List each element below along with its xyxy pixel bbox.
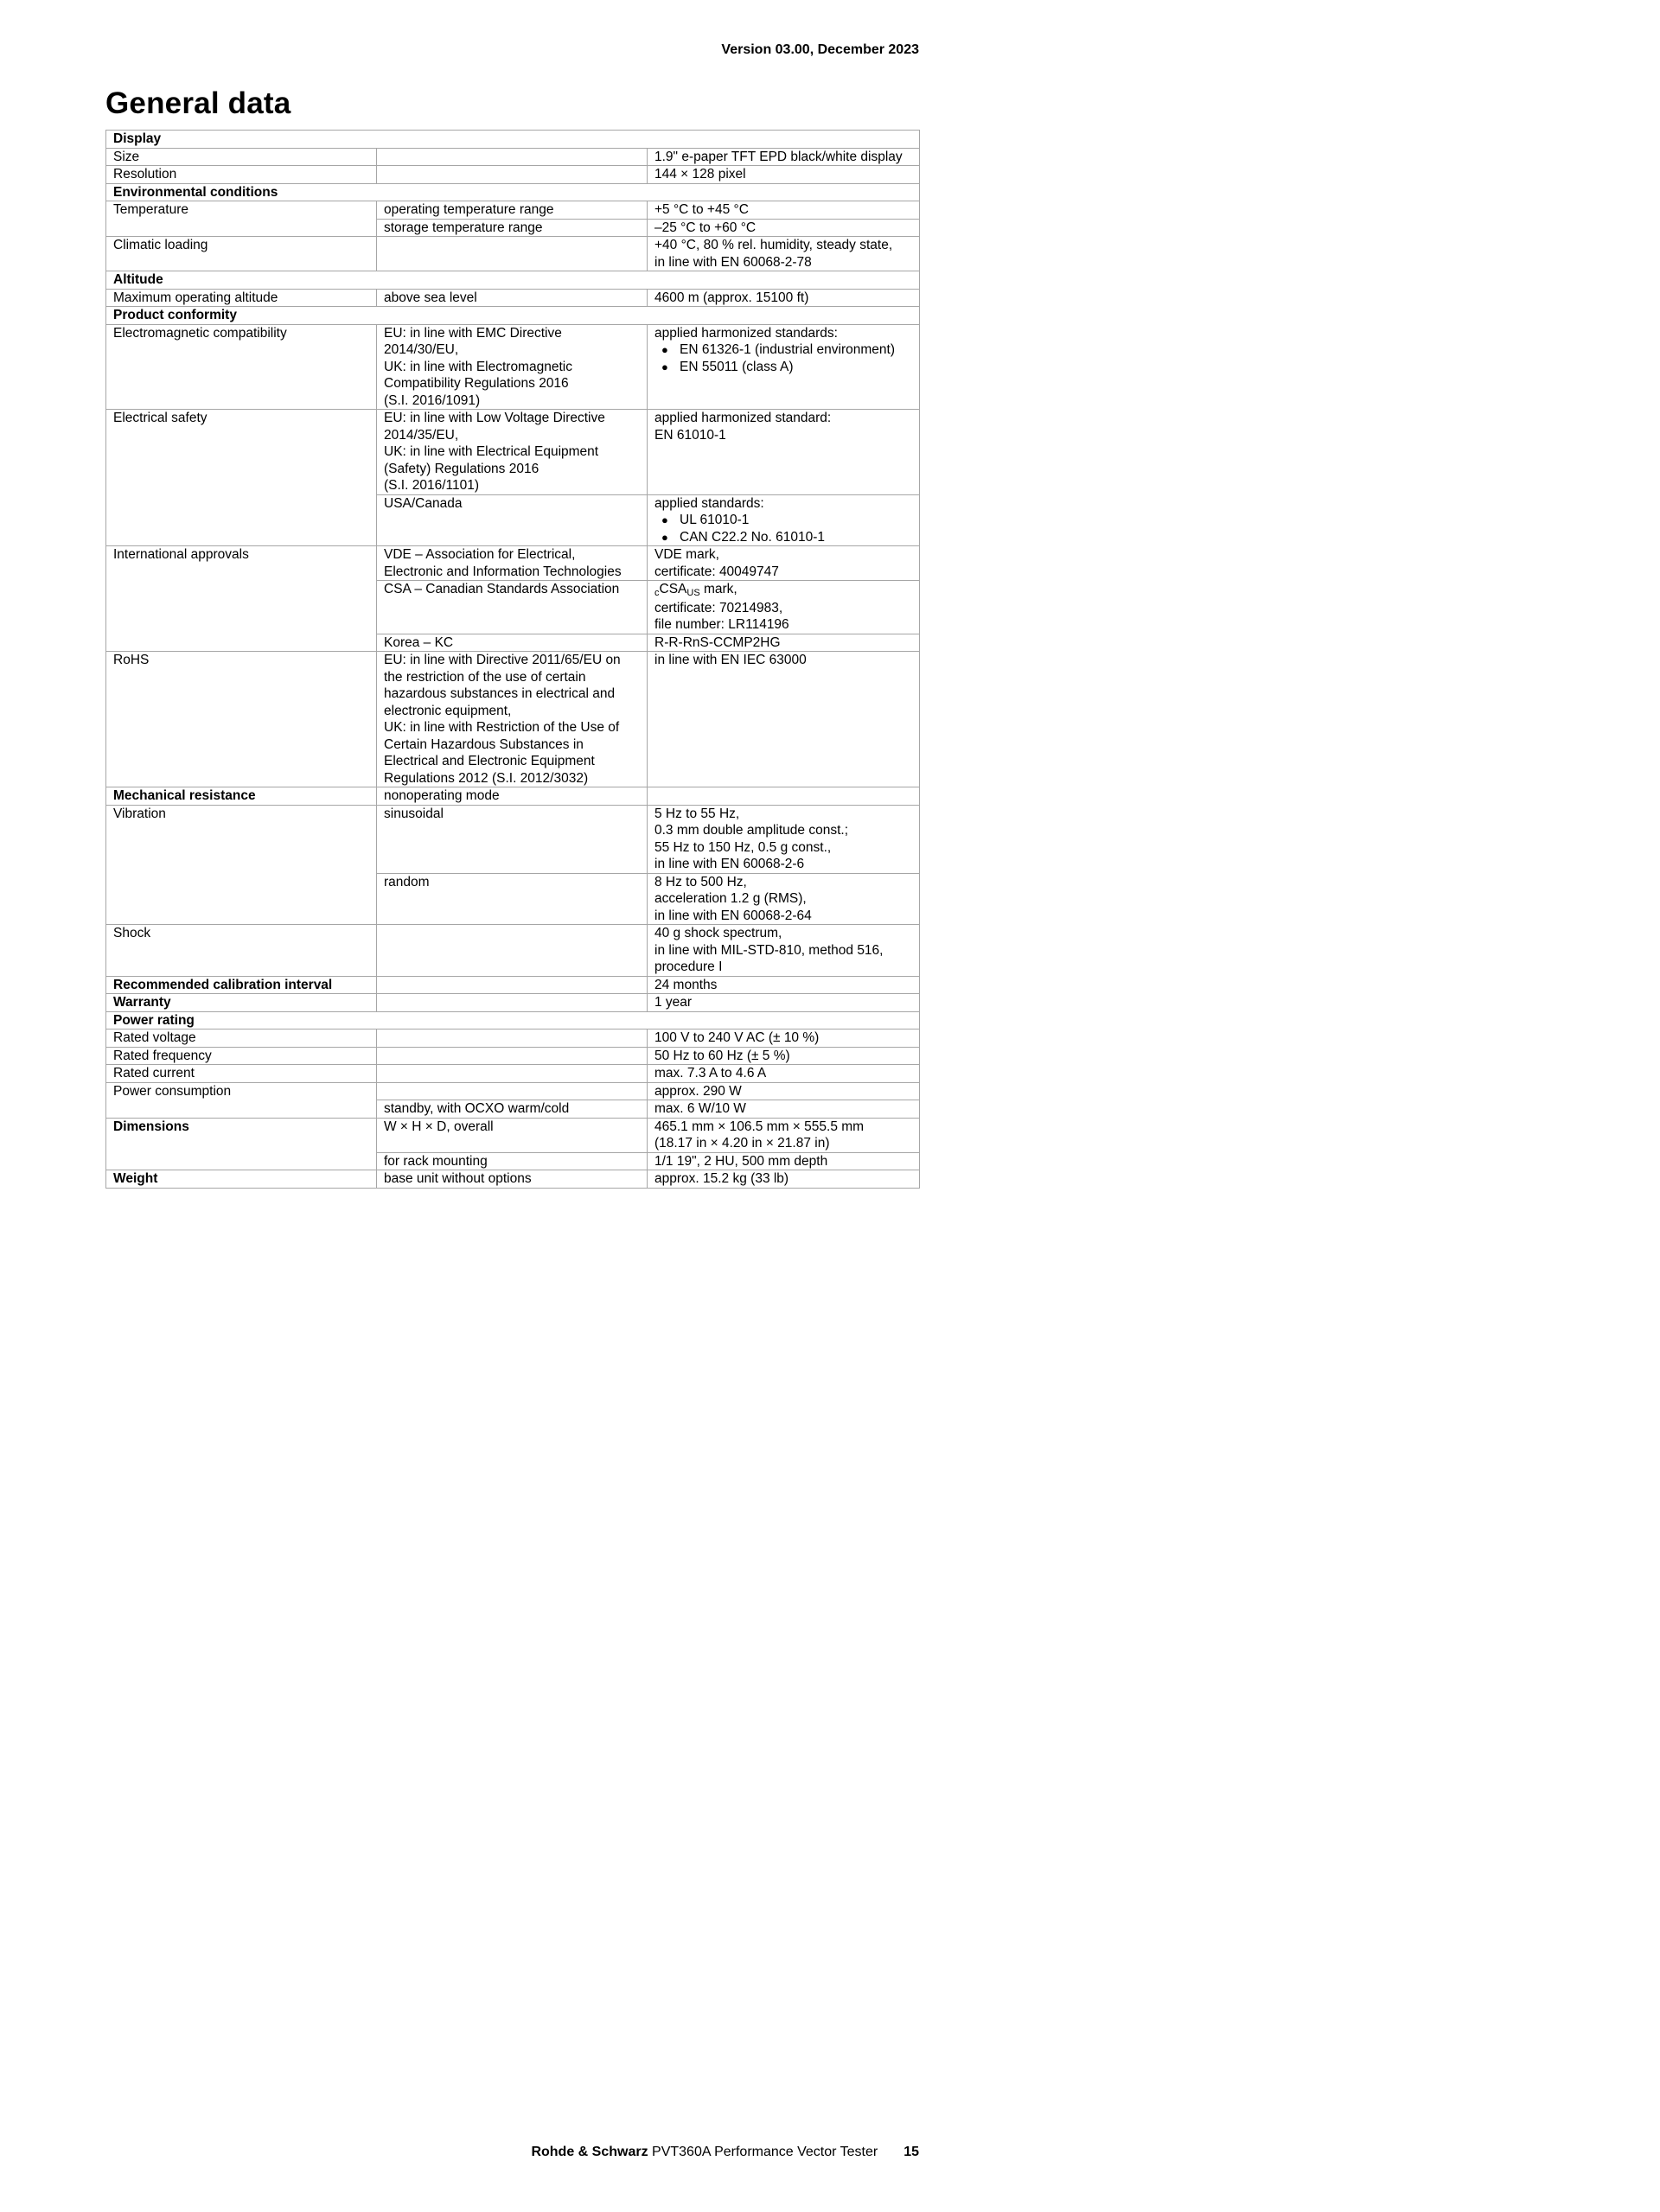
- bullet-icon: ●: [661, 530, 668, 544]
- inline-text: mark,: [699, 582, 737, 596]
- cell-line: storage temperature range: [384, 220, 543, 235]
- bullet-icon: ●: [661, 343, 668, 356]
- cell-line: 100 V to 240 V AC (± 10 %): [654, 1030, 820, 1045]
- table-row: [106, 1118, 920, 1152]
- spec-condition-cell: [377, 1100, 648, 1119]
- cell-line: [384, 1048, 640, 1065]
- cell-line: standby, with OCXO warm/cold: [384, 1101, 570, 1116]
- bullet-icon: ●: [661, 513, 668, 526]
- cell-line: W × H × D, overall: [384, 1119, 494, 1134]
- table-row: [106, 148, 920, 166]
- spec-value-cell: [648, 219, 920, 237]
- cell-line: Compatibility Regulations 2016: [384, 376, 569, 391]
- table-row: [106, 1082, 920, 1100]
- cell-line: [654, 512, 912, 529]
- cell-line: RoHS: [113, 653, 150, 667]
- spec-label-cell: [106, 1082, 377, 1118]
- section-header-cell: Environmental conditions: [106, 183, 920, 201]
- cell-line: in line with EN IEC 63000: [654, 653, 807, 667]
- table-row: [106, 546, 920, 581]
- spec-label-cell: [106, 166, 377, 184]
- cell-line: [384, 1030, 640, 1047]
- cell-line: [654, 581, 912, 600]
- cell-line: base unit without options: [384, 1171, 532, 1186]
- cell-line: Electromagnetic compatibility: [113, 325, 287, 341]
- cell-line: approx. 290 W: [654, 1083, 742, 1099]
- footer-brand: Rohde & Schwarz: [531, 2145, 648, 2159]
- cell-line: (18.17 in × 4.20 in × 21.87 in): [654, 1136, 830, 1151]
- cell-line: electronic equipment,: [384, 703, 512, 718]
- spec-condition-cell: [377, 494, 648, 546]
- cell-line: in line with MIL-STD-810, method 516,: [654, 942, 884, 958]
- spec-label-cell: [106, 976, 377, 994]
- cell-line: above sea level: [384, 290, 477, 305]
- spec-condition-cell: [377, 1030, 648, 1048]
- cell-line: Rated voltage: [113, 1030, 196, 1045]
- cell-line: Size: [113, 149, 140, 164]
- cell-line: 24 months: [654, 977, 718, 992]
- spec-value-cell: [648, 546, 920, 581]
- spec-value-cell: [648, 634, 920, 652]
- cell-line: UK: in line with Restriction of the Use of: [384, 720, 620, 735]
- spec-condition-cell: [377, 1065, 648, 1083]
- spec-value-cell: [648, 1030, 920, 1048]
- spec-condition-cell: [377, 324, 648, 410]
- spec-condition-cell: [377, 546, 648, 581]
- version-line: Version 03.00, December 2023: [721, 42, 919, 57]
- cell-line: in line with EN 60068-2-6: [654, 857, 805, 871]
- cell-line: VDE – Association for Electrical,: [384, 547, 576, 562]
- cell-line: International approvals: [113, 547, 249, 562]
- spec-value-cell: [648, 652, 920, 787]
- cell-line: certificate: 40049747: [654, 564, 779, 579]
- table-row: [106, 976, 920, 994]
- spec-label-cell: [106, 1118, 377, 1170]
- cell-line: –25 °C to +60 °C: [654, 220, 757, 235]
- cell-line: Korea – KC: [384, 634, 454, 650]
- subscript-text: c: [654, 588, 660, 598]
- footer-page-number: 15: [903, 2145, 919, 2159]
- spec-label-cell: [106, 201, 377, 237]
- cell-line: procedure I: [654, 959, 723, 974]
- cell-line: 2014/30/EU,: [384, 342, 459, 357]
- section-header-cell: Display: [106, 131, 920, 149]
- cell-line: (S.I. 2016/1101): [384, 478, 480, 493]
- table-row: [106, 1047, 920, 1065]
- bullet-text: EN 61326-1 (industrial environment): [680, 342, 895, 357]
- cell-line: [654, 787, 912, 805]
- spec-condition-cell: [377, 410, 648, 495]
- cell-line: Resolution: [113, 167, 177, 182]
- cell-line: EU: in line with Low Voltage Directive: [384, 411, 605, 425]
- table-row: [106, 925, 920, 977]
- cell-line: 8 Hz to 500 Hz,: [654, 874, 747, 889]
- cell-line: max. 7.3 A to 4.6 A: [654, 1066, 767, 1081]
- table-row: [106, 410, 920, 495]
- page-content: [105, 0, 919, 1189]
- cell-line: 5 Hz to 55 Hz,: [654, 806, 740, 821]
- cell-line: 4600 m (approx. 15100 ft): [654, 290, 809, 305]
- section-header-cell: Altitude: [106, 271, 920, 290]
- spec-value-cell: [648, 201, 920, 220]
- cell-line: [384, 1083, 640, 1100]
- cell-line: 2014/35/EU,: [384, 427, 459, 443]
- spec-condition-cell: [377, 1082, 648, 1100]
- cell-line: Regulations 2012 (S.I. 2012/3032): [384, 770, 589, 786]
- cell-line: [654, 341, 912, 359]
- spec-condition-cell: [377, 201, 648, 220]
- cell-line: [384, 925, 640, 942]
- cell-line: random: [384, 874, 430, 889]
- page-footer: [105, 2144, 919, 2161]
- spec-label-cell: [106, 925, 377, 977]
- cell-line: in line with EN 60068-2-64: [654, 908, 812, 923]
- spec-condition-cell: [377, 237, 648, 271]
- cell-line: for rack mounting: [384, 1153, 488, 1169]
- spec-condition-cell: [377, 634, 648, 652]
- section-row: [106, 1011, 920, 1030]
- cell-line: EN 61010-1: [654, 427, 726, 443]
- section-row: [106, 307, 920, 325]
- spec-value-cell: [648, 581, 920, 634]
- spec-condition-cell: [377, 805, 648, 873]
- footer-product: PVT360A Performance Vector Tester: [648, 2145, 878, 2159]
- spec-value-cell: [648, 787, 920, 806]
- table-row: [106, 805, 920, 873]
- cell-line: 1 year: [654, 995, 693, 1010]
- cell-line: UK: in line with Electrical Equipment: [384, 444, 599, 459]
- spec-value-cell: [648, 1082, 920, 1100]
- table-row: [106, 1170, 920, 1189]
- cell-line: 50 Hz to 60 Hz (± 5 %): [654, 1048, 790, 1063]
- cell-line: [384, 166, 640, 183]
- cell-line: [384, 994, 640, 1011]
- page-title: General data: [105, 86, 291, 120]
- cell-line: 0.3 mm double amplitude const.;: [654, 823, 849, 838]
- spec-condition-cell: [377, 787, 648, 806]
- spec-table-body: [106, 131, 920, 1189]
- cell-line: file number: LR114196: [654, 617, 789, 632]
- table-row: [106, 201, 920, 220]
- spec-condition-cell: [377, 994, 648, 1012]
- spec-label-cell: [106, 1170, 377, 1189]
- spec-condition-cell: [377, 1152, 648, 1170]
- cell-line: (S.I. 2016/1091): [384, 392, 481, 408]
- spec-condition-cell: [377, 581, 648, 634]
- cell-line: Climatic loading: [113, 238, 208, 252]
- spec-condition-cell: [377, 976, 648, 994]
- table-row: [106, 324, 920, 410]
- spec-label-cell: [106, 324, 377, 410]
- cell-line: Vibration: [113, 806, 166, 821]
- cell-line: certificate: 70214983,: [654, 600, 783, 615]
- spec-value-cell: [648, 1170, 920, 1189]
- cell-line: 144 × 128 pixel: [654, 167, 746, 182]
- spec-value-cell: [648, 1065, 920, 1083]
- section-row: [106, 271, 920, 290]
- cell-line: Warranty: [113, 995, 171, 1010]
- spec-condition-cell: [377, 652, 648, 787]
- spec-label-cell: [106, 1047, 377, 1065]
- cell-line: EU: in line with Directive 2011/65/EU on: [384, 653, 621, 667]
- cell-line: EU: in line with EMC Directive: [384, 325, 562, 341]
- spec-condition-cell: [377, 1047, 648, 1065]
- cell-line: Temperature: [113, 202, 189, 217]
- cell-line: 55 Hz to 150 Hz, 0.5 g const.,: [654, 839, 832, 855]
- cell-line: in line with EN 60068-2-78: [654, 254, 812, 270]
- cell-line: Rated frequency: [113, 1048, 212, 1063]
- cell-line: Electrical and Electronic Equipment: [384, 754, 595, 768]
- bullet-text: UL 61010-1: [680, 513, 750, 527]
- cell-line: nonoperating mode: [384, 788, 500, 803]
- table-row: [106, 166, 920, 184]
- spec-label-cell: [106, 1030, 377, 1048]
- spec-label-cell: [106, 994, 377, 1012]
- cell-line: Certain Hazardous Substances in: [384, 736, 584, 752]
- spec-value-cell: [648, 237, 920, 271]
- spec-label-cell: [106, 410, 377, 546]
- bullet-text: EN 55011 (class A): [680, 359, 794, 374]
- cell-line: 465.1 mm × 106.5 mm × 555.5 mm: [654, 1119, 865, 1134]
- cell-line: 1/1 19", 2 HU, 500 mm depth: [654, 1153, 828, 1169]
- cell-line: [384, 977, 640, 994]
- table-row: [106, 1065, 920, 1083]
- spec-value-cell: [648, 1118, 920, 1152]
- spec-value-cell: [648, 1100, 920, 1119]
- spec-condition-cell: [377, 219, 648, 237]
- spec-value-cell: [648, 289, 920, 307]
- spec-condition-cell: [377, 148, 648, 166]
- spec-label-cell: [106, 148, 377, 166]
- spec-value-cell: [648, 166, 920, 184]
- spec-value-cell: [648, 1152, 920, 1170]
- spec-label-cell: [106, 652, 377, 787]
- table-row: [106, 237, 920, 271]
- spec-condition-cell: [377, 925, 648, 977]
- cell-line: Maximum operating altitude: [113, 290, 278, 305]
- cell-line: operating temperature range: [384, 202, 554, 217]
- cell-line: applied harmonized standards:: [654, 325, 838, 341]
- cell-line: (Safety) Regulations 2016: [384, 461, 540, 476]
- table-row: [106, 289, 920, 307]
- cell-line: [384, 1065, 640, 1082]
- cell-line: hazardous substances in electrical and: [384, 686, 616, 701]
- cell-line: approx. 15.2 kg (33 lb): [654, 1171, 789, 1186]
- spec-label-cell: [106, 805, 377, 925]
- spec-condition-cell: [377, 166, 648, 184]
- cell-line: Weight: [113, 1171, 158, 1186]
- spec-value-cell: [648, 148, 920, 166]
- cell-line: max. 6 W/10 W: [654, 1101, 746, 1116]
- cell-line: Rated current: [113, 1066, 195, 1081]
- section-header-cell: Product conformity: [106, 307, 920, 325]
- spec-value-cell: [648, 494, 920, 546]
- spec-value-cell: [648, 976, 920, 994]
- section-row: [106, 183, 920, 201]
- spec-label-cell: [106, 546, 377, 652]
- bullet-icon: ●: [661, 360, 668, 373]
- table-row: [106, 787, 920, 806]
- spec-label-cell: [106, 237, 377, 271]
- cell-line: 40 g shock spectrum,: [654, 926, 782, 940]
- cell-line: Electrical safety: [113, 411, 208, 425]
- cell-line: CSA – Canadian Standards Association: [384, 582, 620, 596]
- cell-line: Power consumption: [113, 1083, 232, 1099]
- cell-line: applied harmonized standard:: [654, 411, 832, 425]
- cell-line: [654, 529, 912, 546]
- spec-value-cell: [648, 873, 920, 925]
- bullet-text: CAN C22.2 No. 61010-1: [680, 529, 826, 545]
- spec-value-cell: [648, 324, 920, 410]
- spec-value-cell: [648, 1047, 920, 1065]
- spec-value-cell: [648, 994, 920, 1012]
- cell-line: [384, 149, 640, 166]
- spec-condition-cell: [377, 873, 648, 925]
- cell-line: Mechanical resistance: [113, 788, 256, 803]
- cell-line: [654, 359, 912, 376]
- spec-condition-cell: [377, 1170, 648, 1189]
- cell-line: VDE mark,: [654, 547, 719, 562]
- cell-line: +5 °C to +45 °C: [654, 202, 749, 217]
- cell-line: the restriction of the use of certain: [384, 669, 586, 685]
- spec-value-cell: [648, 410, 920, 495]
- spec-table: [105, 130, 920, 1189]
- cell-line: Shock: [113, 926, 151, 940]
- cell-line: Electronic and Information Technologies: [384, 564, 622, 579]
- table-row: [106, 652, 920, 787]
- cell-line: R-R-RnS-CCMP2HG: [654, 634, 781, 650]
- table-row: [106, 1030, 920, 1048]
- cell-line: acceleration 1.2 g (RMS),: [654, 891, 807, 906]
- spec-label-cell: [106, 1065, 377, 1083]
- cell-line: Dimensions: [113, 1119, 189, 1134]
- subscript-text: US: [686, 588, 700, 598]
- inline-text: CSA: [659, 582, 687, 596]
- section-row: [106, 131, 920, 149]
- cell-line: [384, 237, 640, 254]
- cell-line: 1.9" e-paper TFT EPD black/white display: [654, 149, 903, 164]
- spec-value-cell: [648, 925, 920, 977]
- table-row: [106, 994, 920, 1012]
- cell-line: UK: in line with Electromagnetic: [384, 359, 572, 374]
- spec-condition-cell: [377, 1118, 648, 1152]
- cell-line: USA/Canada: [384, 495, 463, 511]
- section-header-cell: Power rating: [106, 1011, 920, 1030]
- cell-line: applied standards:: [654, 495, 764, 511]
- cell-line: Recommended calibration interval: [113, 977, 333, 992]
- spec-condition-cell: [377, 289, 648, 307]
- spec-label-cell: [106, 289, 377, 307]
- cell-line: sinusoidal: [384, 806, 444, 821]
- spec-label-cell: [106, 787, 377, 806]
- spec-value-cell: [648, 805, 920, 873]
- cell-line: +40 °C, 80 % rel. humidity, steady state,: [654, 238, 893, 252]
